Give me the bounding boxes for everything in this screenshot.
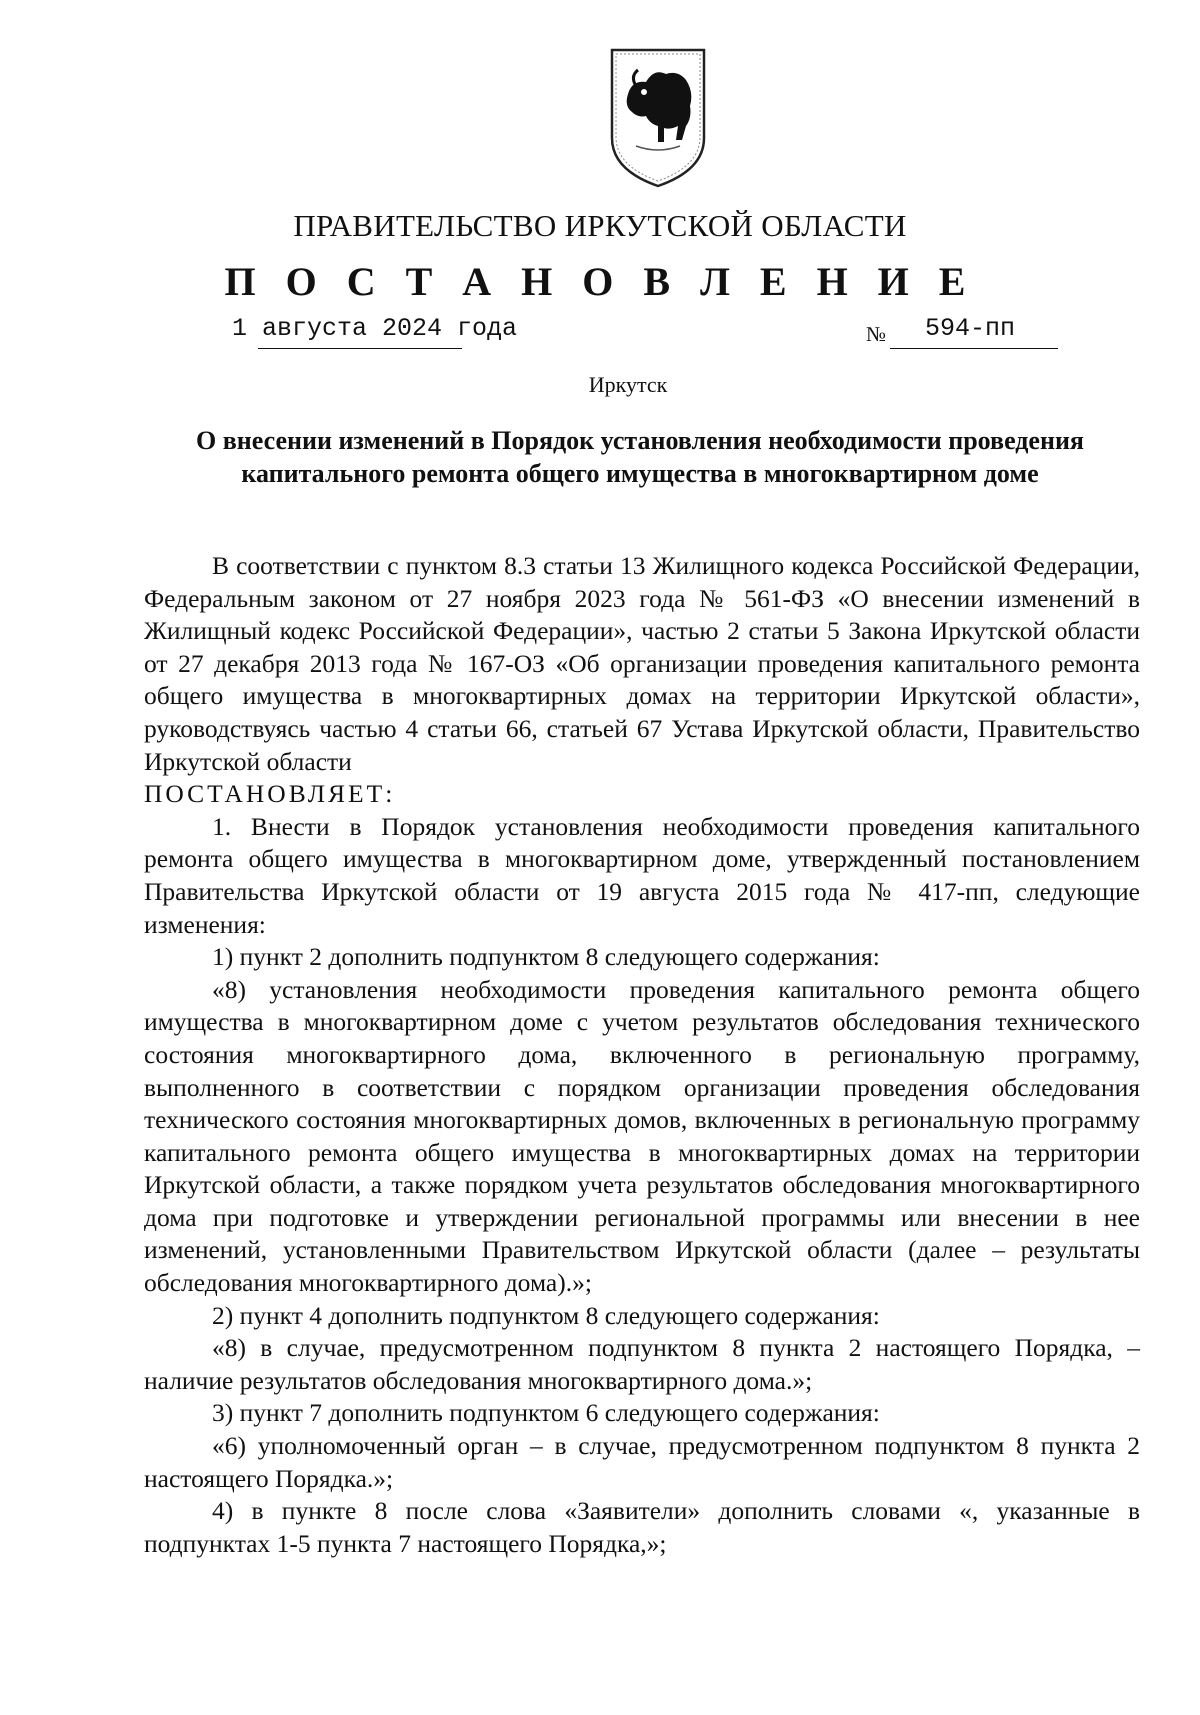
- document-number: 594-пп: [925, 314, 1016, 343]
- document-type: П О С Т А Н О В Л Е Н И Е: [224, 259, 976, 304]
- document-date: 1 августа 2024 года: [232, 314, 518, 343]
- city: Иркутск: [588, 372, 668, 397]
- paragraph-subitem-4: 4) в пункте 8 после слова «Заявители» дополнить словами «, указанные в подпунктах 1-5 пункта 7 настоящего Порядка,»;: [144, 1496, 1140, 1558]
- date-underline: [258, 348, 462, 349]
- paragraph-subitem-1: 1) пункт 2 дополнить подпунктом 8 следующего содержания:: [212, 942, 880, 972]
- paragraph-item-1: 1. Внести в Порядок установления необходимости проведения капитального ремонта общего имущества в многоквартирном доме, утвержденный постановлением Правительства Иркутской области от 19 августа 2015 года № 417-пп, следующие изменения:: [144, 811, 1140, 939]
- government-name: ПРАВИТЕЛЬСТВО ИРКУТСКОЙ ОБЛАСТИ: [293, 208, 907, 243]
- number-sign: №: [866, 322, 887, 346]
- document-title: О внесении изменений в Порядок установления необходимости проведения капитального ремонта общего имущества в многоквартирном доме: [196, 426, 1084, 488]
- paragraph-subitem-1-text: «8) установления необходимости проведения капитального ремонта общего имущества в многоквартирном доме с учетом результатов обследования технического состояния многоквартирного дома, включенного в региональную программу, выполненного в соответствии с порядком организации проведения обследования технического состояния многоквартирных домов, включенных в региональную программу капитального ремонта общего имущества в многоквартирных домах на территории Иркутской области, а также порядком учета результатов обследования многоквартирного дома при подготовке и утверждении региональной программы или внесении в нее изменений, установленными Правительством Иркутской области (далее – результаты обследования многоквартирного дома).»;: [144, 974, 1140, 1298]
- resolves-heading: ПОСТАНОВЛЯЕТ:: [144, 779, 396, 809]
- paragraph-subitem-2-text: «8) в случае, предусмотренном подпунктом 8 пункта 2 настоящего Порядка, – наличие результатов обследования многоквартирного дома.»;: [144, 1333, 1140, 1395]
- document-body: [144, 550, 1140, 1560]
- paragraph-subitem-3: 3) пункт 7 дополнить подпунктом 6 следующего содержания:: [212, 1398, 880, 1428]
- paragraph-preamble: В соответствии с пунктом 8.3 статьи 13 Жилищного кодекса Российской Федерации, Федеральным законом от 27 ноября 2023 года № 561-ФЗ «О внесении изменений в Жилищный кодекс Российской Федерации», частью 2 статьи 5 Закона Иркутской области от 27 декабря 2013 года № 167-ОЗ «Об организации проведения капитального ремонта общего имущества в многоквартирных домах на территории Иркутской области», руководствуясь частью 4 статьи 66, статьей 67 Устава Иркутской области, Правительство Иркутской области: [144, 551, 1140, 776]
- paragraph-subitem-2: 2) пункт 4 дополнить подпунктом 8 следующего содержания:: [212, 1300, 880, 1330]
- coat-of-arms-icon: [606, 46, 710, 190]
- number-underline: [890, 348, 1058, 349]
- paragraph-subitem-3-text: «6) уполномоченный орган – в случае, предусмотренном подпунктом 8 пункта 2 настоящего Порядка.»;: [144, 1431, 1140, 1493]
